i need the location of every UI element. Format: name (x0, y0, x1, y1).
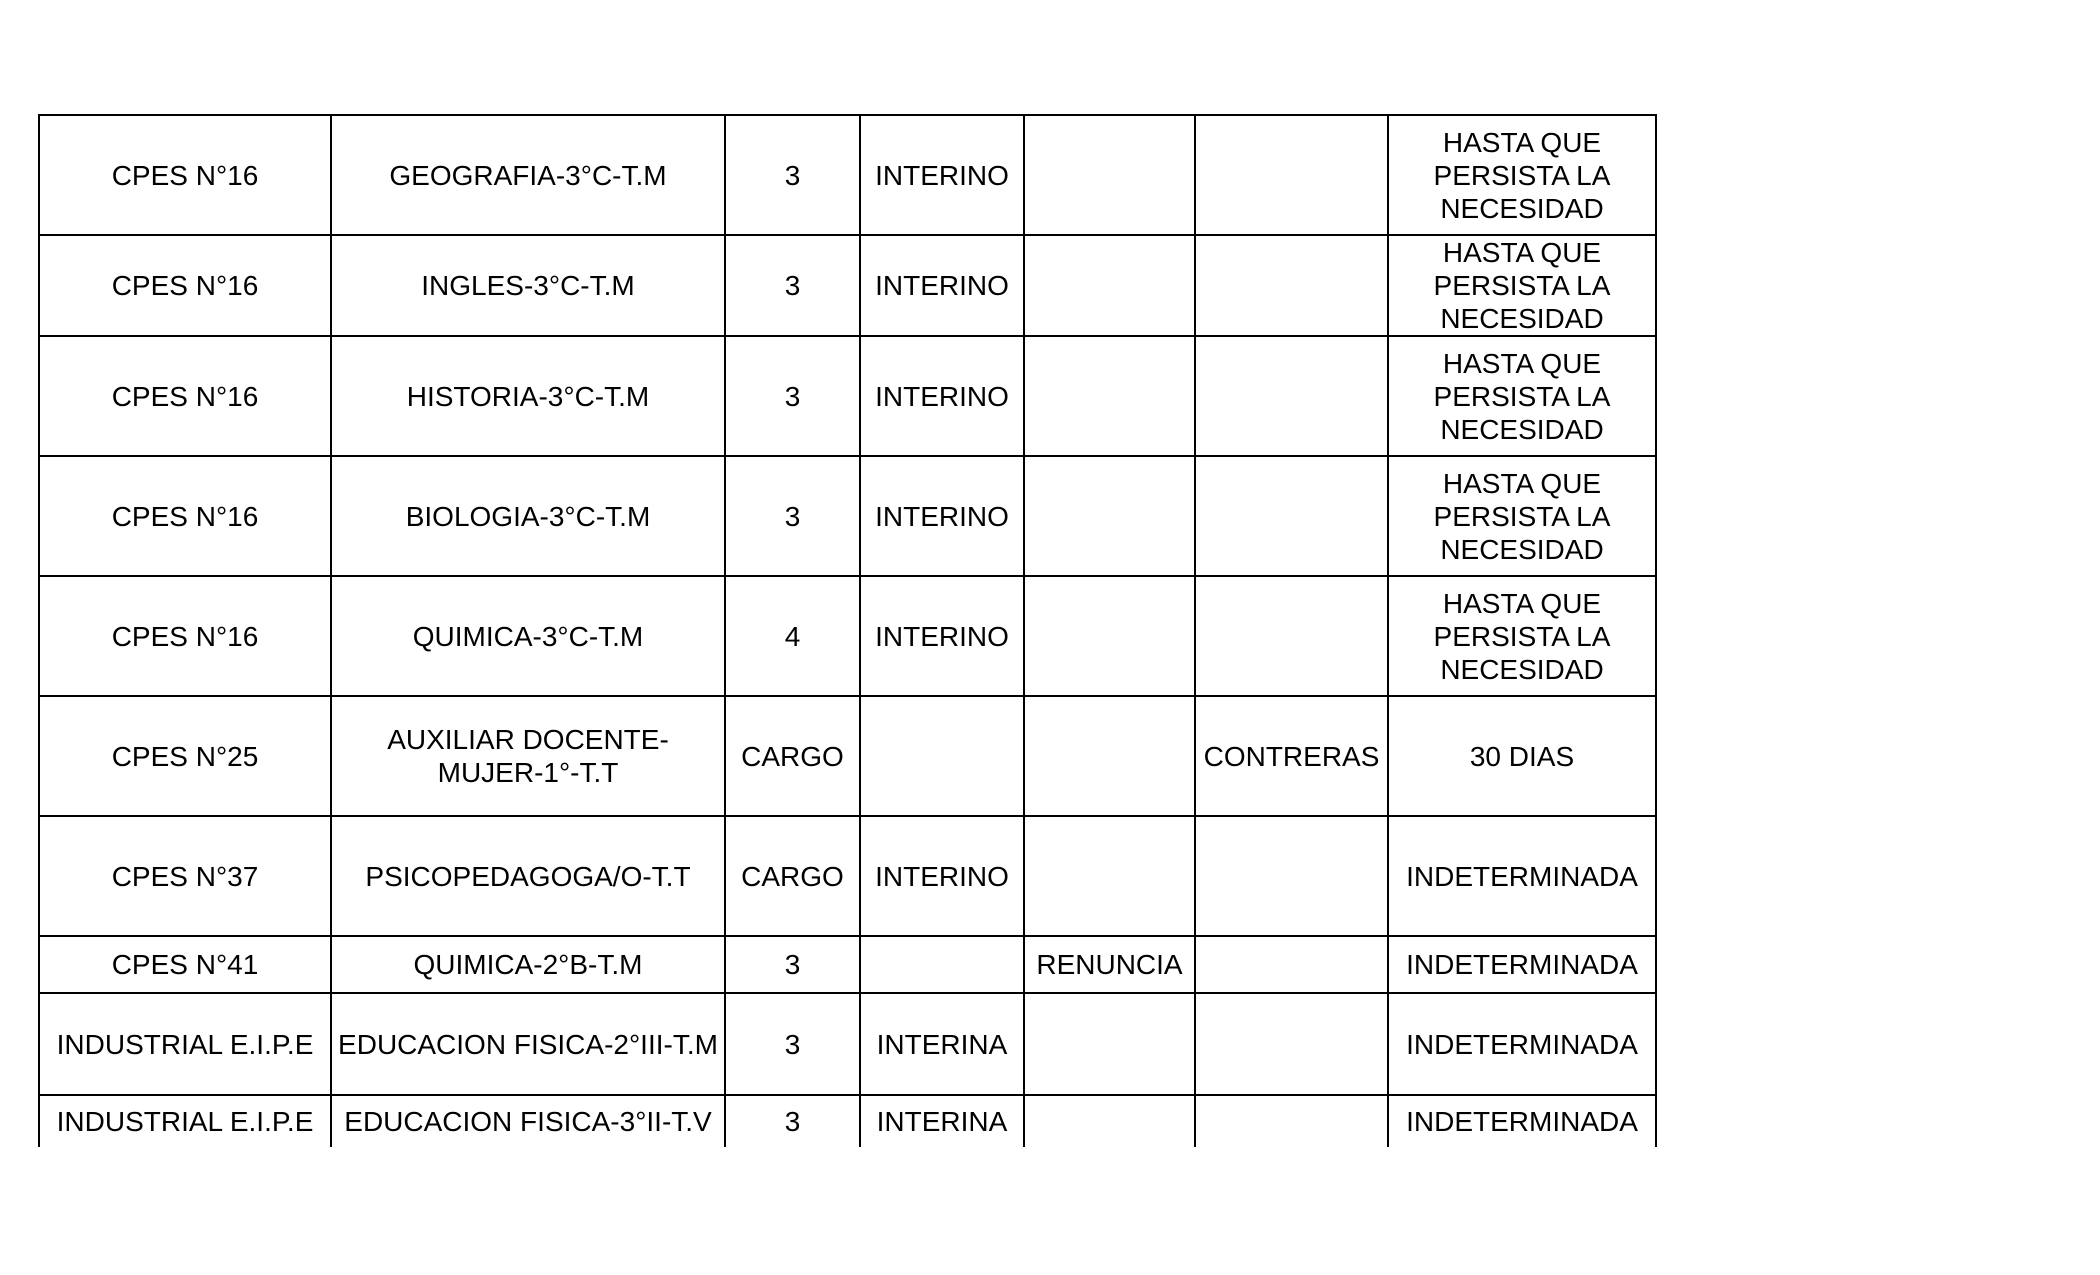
table-row (39, 696, 1656, 816)
table-cell (1195, 1095, 1388, 1147)
table-cell: CPES N°25 (39, 696, 331, 816)
table-cell (1195, 936, 1388, 993)
table-cell: HISTORIA-3°C-T.M (331, 336, 725, 456)
table-cell: CARGO (725, 816, 860, 936)
table-row (39, 576, 1656, 696)
table-cell: 3 (725, 936, 860, 993)
table-cell: INDETERMINADA (1388, 816, 1656, 936)
table-cell: GEOGRAFIA-3°C-T.M (331, 115, 725, 235)
table-cell: CPES N°41 (39, 936, 331, 993)
table-row (39, 993, 1656, 1095)
table-cell: HASTA QUE PERSISTA LA NECESIDAD (1388, 235, 1656, 336)
table-cell: CONTRERAS (1195, 696, 1388, 816)
table-cell (860, 936, 1024, 993)
table-cell: CPES N°37 (39, 816, 331, 936)
table-cell: INTERINO (860, 235, 1024, 336)
vacancy-table (38, 114, 1657, 1147)
table-cell: RENUNCIA (1024, 936, 1195, 993)
table-cell: INTERINO (860, 456, 1024, 576)
table-cell (1024, 576, 1195, 696)
table-cell (1195, 456, 1388, 576)
table-cell: HASTA QUE PERSISTA LA NECESIDAD (1388, 336, 1656, 456)
table-cell: INDUSTRIAL E.I.P.E (39, 1095, 331, 1147)
table-cell (1024, 456, 1195, 576)
table-cell (1195, 576, 1388, 696)
table-cell: 4 (725, 576, 860, 696)
table-cell: CPES N°16 (39, 576, 331, 696)
table-cell (1195, 336, 1388, 456)
table-cell: CPES N°16 (39, 115, 331, 235)
table-cell (1195, 235, 1388, 336)
table-cell: 3 (725, 1095, 860, 1147)
table-cell: BIOLOGIA-3°C-T.M (331, 456, 725, 576)
table-cell (1024, 115, 1195, 235)
table-cell: EDUCACION FISICA-2°III-T.M (331, 993, 725, 1095)
table-cell: 3 (725, 456, 860, 576)
table-cell: INTERINO (860, 576, 1024, 696)
table-cell: 30 DIAS (1388, 696, 1656, 816)
table-cell: INGLES-3°C-T.M (331, 235, 725, 336)
table-cell (1024, 993, 1195, 1095)
table-cell: INDUSTRIAL E.I.P.E (39, 993, 331, 1095)
table-cell: INTERINA (860, 1095, 1024, 1147)
table-cell: QUIMICA-2°B-T.M (331, 936, 725, 993)
table-cell: INTERINO (860, 336, 1024, 456)
table-cell: INTERINO (860, 115, 1024, 235)
table-cell: HASTA QUE PERSISTA LA NECESIDAD (1388, 115, 1656, 235)
table-cell: 3 (725, 115, 860, 235)
table-cell: INDETERMINADA (1388, 993, 1656, 1095)
table-cell (1195, 993, 1388, 1095)
table-cell: INTERINO (860, 816, 1024, 936)
table-cell: AUXILIAR DOCENTE-MUJER-1°-T.T (331, 696, 725, 816)
table-cell: CPES N°16 (39, 336, 331, 456)
table-row (39, 456, 1656, 576)
table-cell: INDETERMINADA (1388, 936, 1656, 993)
table-cell (860, 696, 1024, 816)
table-row (39, 336, 1656, 456)
table-cell (1195, 816, 1388, 936)
table-cell: CPES N°16 (39, 235, 331, 336)
table-cell: QUIMICA-3°C-T.M (331, 576, 725, 696)
table-row (39, 235, 1656, 336)
table-row (39, 1095, 1656, 1147)
table-cell: INTERINA (860, 993, 1024, 1095)
table-row (39, 936, 1656, 993)
table-cell (1024, 696, 1195, 816)
table-cell: HASTA QUE PERSISTA LA NECESIDAD (1388, 456, 1656, 576)
table-cell (1024, 235, 1195, 336)
table-row (39, 115, 1656, 235)
table-cell: HASTA QUE PERSISTA LA NECESIDAD (1388, 576, 1656, 696)
table-cell: 3 (725, 993, 860, 1095)
table-cell: INDETERMINADA (1388, 1095, 1656, 1147)
table-cell: 3 (725, 235, 860, 336)
table-cell (1195, 115, 1388, 235)
table-cell: CPES N°16 (39, 456, 331, 576)
table-cell (1024, 336, 1195, 456)
table-cell: 3 (725, 336, 860, 456)
table-row (39, 816, 1656, 936)
table-cell: EDUCACION FISICA-3°II-T.V (331, 1095, 725, 1147)
table-cell (1024, 1095, 1195, 1147)
table-cell: PSICOPEDAGOGA/O-T.T (331, 816, 725, 936)
table-cell (1024, 816, 1195, 936)
table-cell: CARGO (725, 696, 860, 816)
